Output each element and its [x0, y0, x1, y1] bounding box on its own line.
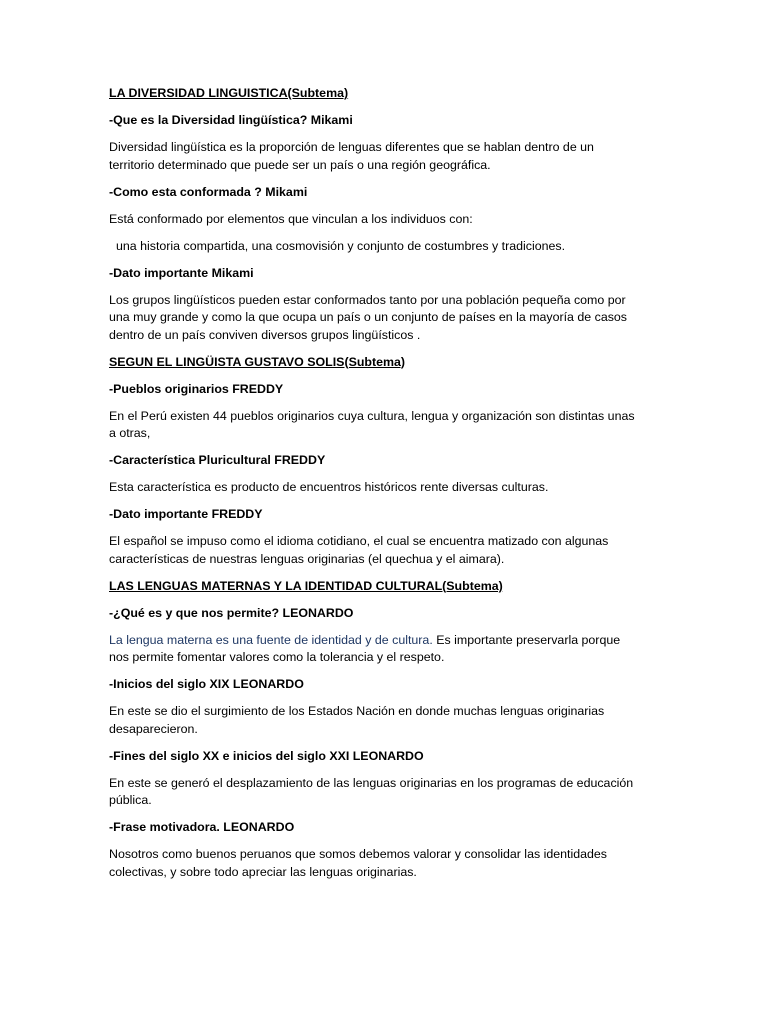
section-heading: SEGUN EL LINGÜISTA GUSTAVO SOLIS(Subtema) [109, 354, 406, 369]
question-heading: -Dato importante Mikami [109, 265, 254, 280]
section-heading: LAS LENGUAS MATERNAS Y LA IDENTIDAD CULTURAL(Subtema) [109, 578, 503, 593]
paragraph-line: colectivas, y sobre todo apreciar las lenguas originarias. [109, 864, 417, 879]
paragraph-line: a otras, [109, 426, 151, 440]
section-heading: LA DIVERSIDAD LINGUISTICA(Subtema) [109, 86, 349, 100]
paragraph-line: En este se dio el surgimiento de los Estados Nación en donde muchas lenguas originarias [109, 704, 605, 718]
question-heading: -Frase motivadora. LEONARDO [109, 820, 295, 834]
question-heading: -Pueblos originarios FREDDY [109, 381, 284, 396]
paragraph-line: una historia compartida, una cosmovisión y conjunto de costumbres y tradiciones. [116, 238, 566, 253]
paragraph-line: una muy grande y como la que ocupa un país o un conjunto de países en la mayoría de casos [109, 310, 627, 324]
paragraph-line: territorio determinado que puede ser un país o una región geográfica. [109, 157, 491, 172]
question-heading: -Que es la Diversidad lingüística? Mikami [109, 113, 353, 127]
question-heading: -¿Qué es y que nos permite? LEONARDO [109, 605, 354, 620]
paragraph-line: Los grupos lingüísticos pueden estar conformados tanto por una población pequeña como por [109, 292, 626, 307]
question-heading: -Dato importante FREDDY [109, 507, 263, 521]
paragraph-line: El español se impuso como el idioma cotidiano, el cual se encuentra matizado con algunas [109, 534, 609, 548]
paragraph-line: Esta característica es producto de encuentros históricos rente diversas culturas. [109, 480, 549, 494]
paragraph-line: pública. [109, 793, 152, 807]
paragraph-line: desaparecieron. [109, 721, 198, 736]
question-heading: -Fines del siglo XX e inicios del siglo XXI LEONARDO [109, 748, 424, 763]
question-heading: -Como esta conformada ? Mikami [109, 184, 308, 199]
paragraph-line: dentro de un país conviven diversos grupos lingüísticos . [109, 327, 421, 342]
paragraph-line: nos permite fomentar valores como la tolerancia y el respeto. [109, 650, 445, 664]
paragraph-line: Diversidad lingüística es la proporción de lenguas diferentes que se hablan dentro de un [109, 140, 594, 154]
paragraph-line: En este se generó el desplazamiento de las lenguas originarias en los programas de educación [109, 775, 634, 790]
sentence-continuation: Es importante preservarla porque [432, 632, 621, 647]
document-body [109, 85, 669, 881]
question-heading: -Inicios del siglo XIX LEONARDO [109, 677, 304, 691]
paragraph-line: En el Perú existen 44 pueblos originarios cuya cultura, lengua y organización son distintas unas [109, 408, 635, 423]
paragraph-line: Está conformado por elementos que vinculan a los individuos con: [109, 211, 473, 226]
paragraph-line [109, 632, 669, 650]
paragraph-line: Nosotros como buenos peruanos que somos debemos valorar y consolidar las identidades [109, 847, 607, 861]
paragraph-line: características de nuestras lenguas originarias (el quechua y el aimara). [109, 551, 505, 566]
highlighted-sentence: La lengua materna es una fuente de identidad y de cultura. [109, 632, 433, 647]
question-heading: -Característica Pluricultural FREDDY [109, 453, 326, 467]
